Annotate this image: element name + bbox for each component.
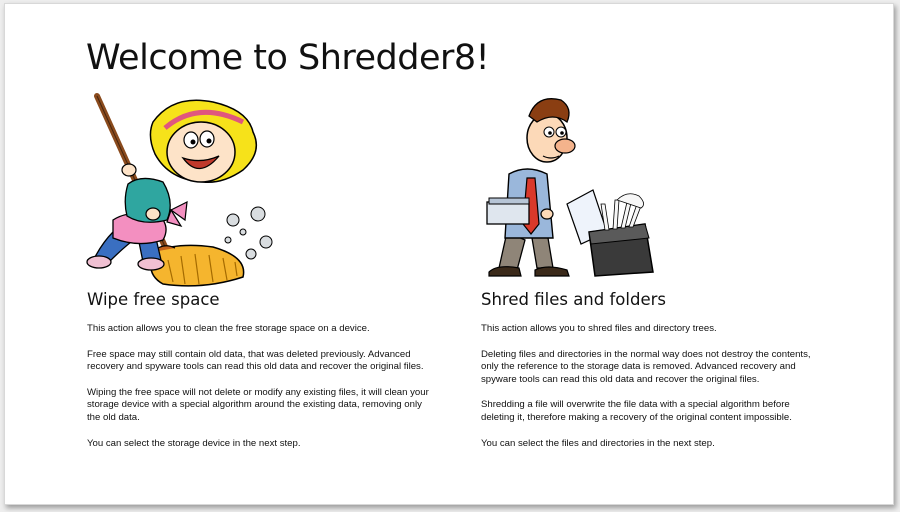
paper-shredder-man-illustration — [477, 92, 677, 287]
page-title: Welcome to Shredder8! — [86, 38, 490, 78]
wipe-free-space-description — [87, 323, 432, 463]
shred-files-option[interactable] — [477, 92, 847, 477]
shred-files-description — [481, 323, 811, 463]
shred-files-heading: Shred files and folders — [481, 290, 666, 309]
app-window — [4, 3, 894, 505]
description-paragraph: You can select the storage device in the next step. — [87, 437, 301, 449]
description-paragraph: You can select the files and directories in the next step. — [481, 437, 715, 449]
sweeping-girl-illustration — [83, 92, 283, 287]
description-paragraph: Free space may still contain old data, that was deleted previously. Advanced recovery and spyware tools can read this old data and recover the original files. — [87, 348, 424, 373]
wipe-free-space-heading: Wipe free space — [87, 290, 220, 309]
wipe-free-space-option[interactable] — [83, 92, 443, 477]
description-paragraph: This action allows you to clean the free storage space on a device. — [87, 323, 370, 334]
description-paragraph: This action allows you to shred files and directory trees. — [481, 323, 717, 334]
description-paragraph: Deleting files and directories in the normal way does not destroy the contents, only the reference to the storage data is removed. Advanced recovery and spyware tools can read this old data and recover the original files. — [481, 348, 811, 385]
description-paragraph: Shredding a file will overwrite the file data with a special algorithm before deleting it, therefore making a recovery of the original content impossible. — [481, 399, 792, 423]
description-paragraph: Wiping the free space will not delete or modify any existing files, it will clean your storage device with a special algorithm around the existing data, removing only the old data. — [87, 386, 429, 423]
